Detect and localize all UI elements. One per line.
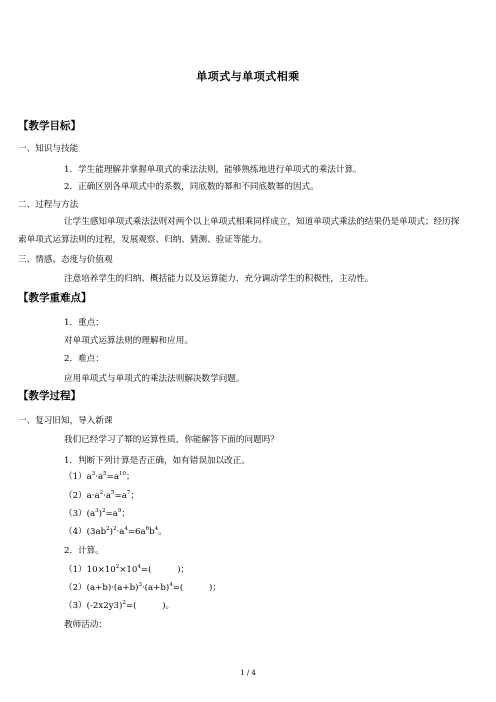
subheading-review: 一、复习旧知，导入新课 [18,416,113,426]
subheading-attitude: 三、情感、态度与价值观 [18,255,113,265]
keypoint-label-2: 2．难点： [64,354,104,364]
formula-2-1: $(1)10\times 10^2\times 10^4=$( )； [64,564,190,575]
question-1: 1．判断下列计算是否正确，如有错误加以改正。 [64,456,250,466]
formula-1-4: $(4)(3ab^2)^2\cdot a^4=6a^6b^4$。 [64,526,167,537]
page-title: 单项式与单项式相乘 [196,70,300,83]
process-paragraph: 让学生感知单项式乘法法则对两个以上单项式相乘同样成立，知道单项式乘法的结果仍是单项式；经历探索单项式运算法则的过程，发展观察、归纳、猜测、验证等能力。 [18,217,460,245]
keypoint-text-1: 对单项式运算法则的理解和应用。 [64,336,193,346]
formula-1-1: $(1)a^3\cdot a^5=a^{10}$； [64,471,135,482]
question-2: 2．计算。 [64,546,104,556]
page-number: 1 / 4 [240,669,256,677]
objective-item-2: 2．正确区别各单项式中的系数，同底数的幂和不同底数幂的因式。 [64,182,319,192]
keypoint-text-2: 应用单项式与单项式的乘法法则解决数学问题。 [64,374,245,384]
formula-1-2: $(2)a\cdot a^2\cdot a^5=a^7$； [64,490,139,501]
objective-item-1: 1．学生能理解并掌握单项式的乘法法则，能够熟练地进行单项式的乘法计算。 [64,165,362,175]
formula-2-3: $(3)(-2x2y3)^2=$( )。 [64,600,175,611]
section-heading-objectives: 【教学目标】 [18,120,81,132]
subheading-knowledge: 一、知识与技能 [18,144,79,154]
subheading-process: 二、过程与方法 [18,200,79,210]
formula-2-2: $(2)(a+b)\cdot(a+b)^3\cdot(a+b)^4=$( )； [64,582,222,593]
section-heading-process: 【教学过程】 [18,390,81,402]
intro-paragraph: 我们已经学习了幂的运算性质，你能解答下面的问题吗？ [64,435,279,445]
section-heading-keypoints: 【教学重难点】 [18,292,92,304]
teacher-activity-label: 教师活动： [64,620,107,630]
keypoint-label-1: 1．重点： [64,318,104,328]
formula-1-3: $(3)(a^3)^2=a^9$； [64,508,130,519]
attitude-paragraph: 注意培养学生的归纳、概括能力以及运算能力，充分调动学生的积极性，主动性。 [64,274,374,284]
